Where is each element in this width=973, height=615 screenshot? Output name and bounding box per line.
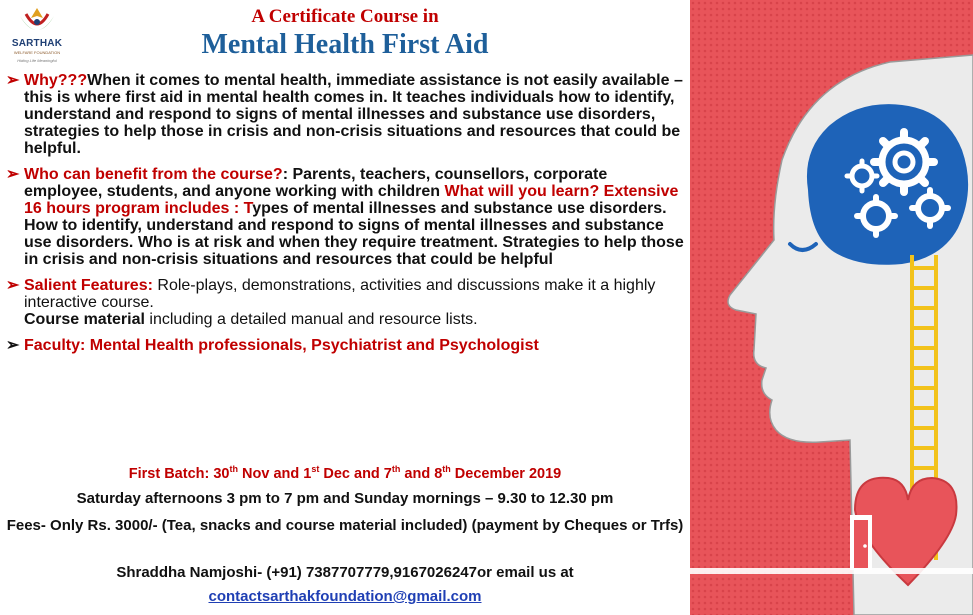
batch-sup: th [442,464,451,474]
faculty-text: Faculty: Mental Health professionals, Psychiatrist and Psychologist [24,337,539,354]
contact-info: Shraddha Namjoshi- (+91) 7387707779,9167026247or email us at [116,564,574,581]
bullet-who [6,166,688,268]
batch-suffix: December 2019 [450,465,562,482]
brain-icon [807,104,968,265]
salient-label: Salient Features: [24,277,153,294]
fees-info: Fees- Only Rs. 3000/- (Tea, snacks and course material included) (payment by Cheques or Trfs) [6,517,684,534]
course-details [6,72,688,354]
who-label: Who can benefit from the course? [24,166,283,183]
first-batch-dates [0,464,690,482]
batch-part: Dec and 7 [319,465,392,482]
why-text: When it comes to mental health, immediate assistance is not easily available – this is where first aid in mental health comes in. It teaches individuals how to identify, understand and respond to signs of mental illnesses and substance use disorders, strategies to help those in crisis and non-crisis situations and resources that could be helpful. [24,72,683,157]
bullet-salient [6,277,688,328]
learn-text: ypes of mental illnesses and substance use disorders. How to identify, understand and respond to signs of mental illnesses and substance use disorders. Who is at risk and when they require treatment. Strategies to help those in crisis and non-crisis situations and resources that could be helpful [24,200,684,268]
logo-name: SARTHAK [11,38,63,49]
salient-text: Role-plays, demonstrations, activities and discussions make it a highly interactive course. [24,277,656,311]
arrow-bullet-icon: ➢ [6,337,20,354]
batch-sup: st [311,464,320,474]
bullet-faculty [6,337,688,354]
door-knob [863,544,867,548]
learn-label: What will you learn? Extensive 16 hours program includes : T [24,183,679,217]
material-label: Course material [24,311,145,328]
batch-part: and 8 [400,465,443,482]
floor-line [690,568,973,574]
bullet-why [6,72,688,157]
arrow-bullet-icon: ➢ [6,72,20,89]
batch-prefix: First Batch: 30 [128,465,230,482]
session-timing: Saturday afternoons 3 pm to 7 pm and Sunday mornings – 9.30 to 12.30 pm [76,490,614,507]
course-title: Mental Health First Aid [201,29,489,60]
batch-sup: th [229,464,238,474]
material-text: including a detailed manual and resource lists. [144,311,478,328]
who-text: : Parents, teachers, counsellors, corporate employee, students, and anyone working with children [24,166,608,200]
course-subtitle: A Certificate Course in [251,6,439,27]
arrow-bullet-icon: ➢ [6,166,20,183]
contact-email-link[interactable]: contactsarthakfoundation@gmail.com [208,588,482,605]
logo-tagline: Hiding Life Meaningful [17,58,57,63]
mental-health-illustration [690,0,973,615]
logo-subtitle: WELFARE FOUNDATION [13,50,61,55]
batch-part: Nov and 1 [238,465,312,482]
why-label: Why??? [24,72,88,89]
arrow-bullet-icon: ➢ [6,277,20,294]
door-inner [854,520,868,568]
batch-sup: th [391,464,401,474]
